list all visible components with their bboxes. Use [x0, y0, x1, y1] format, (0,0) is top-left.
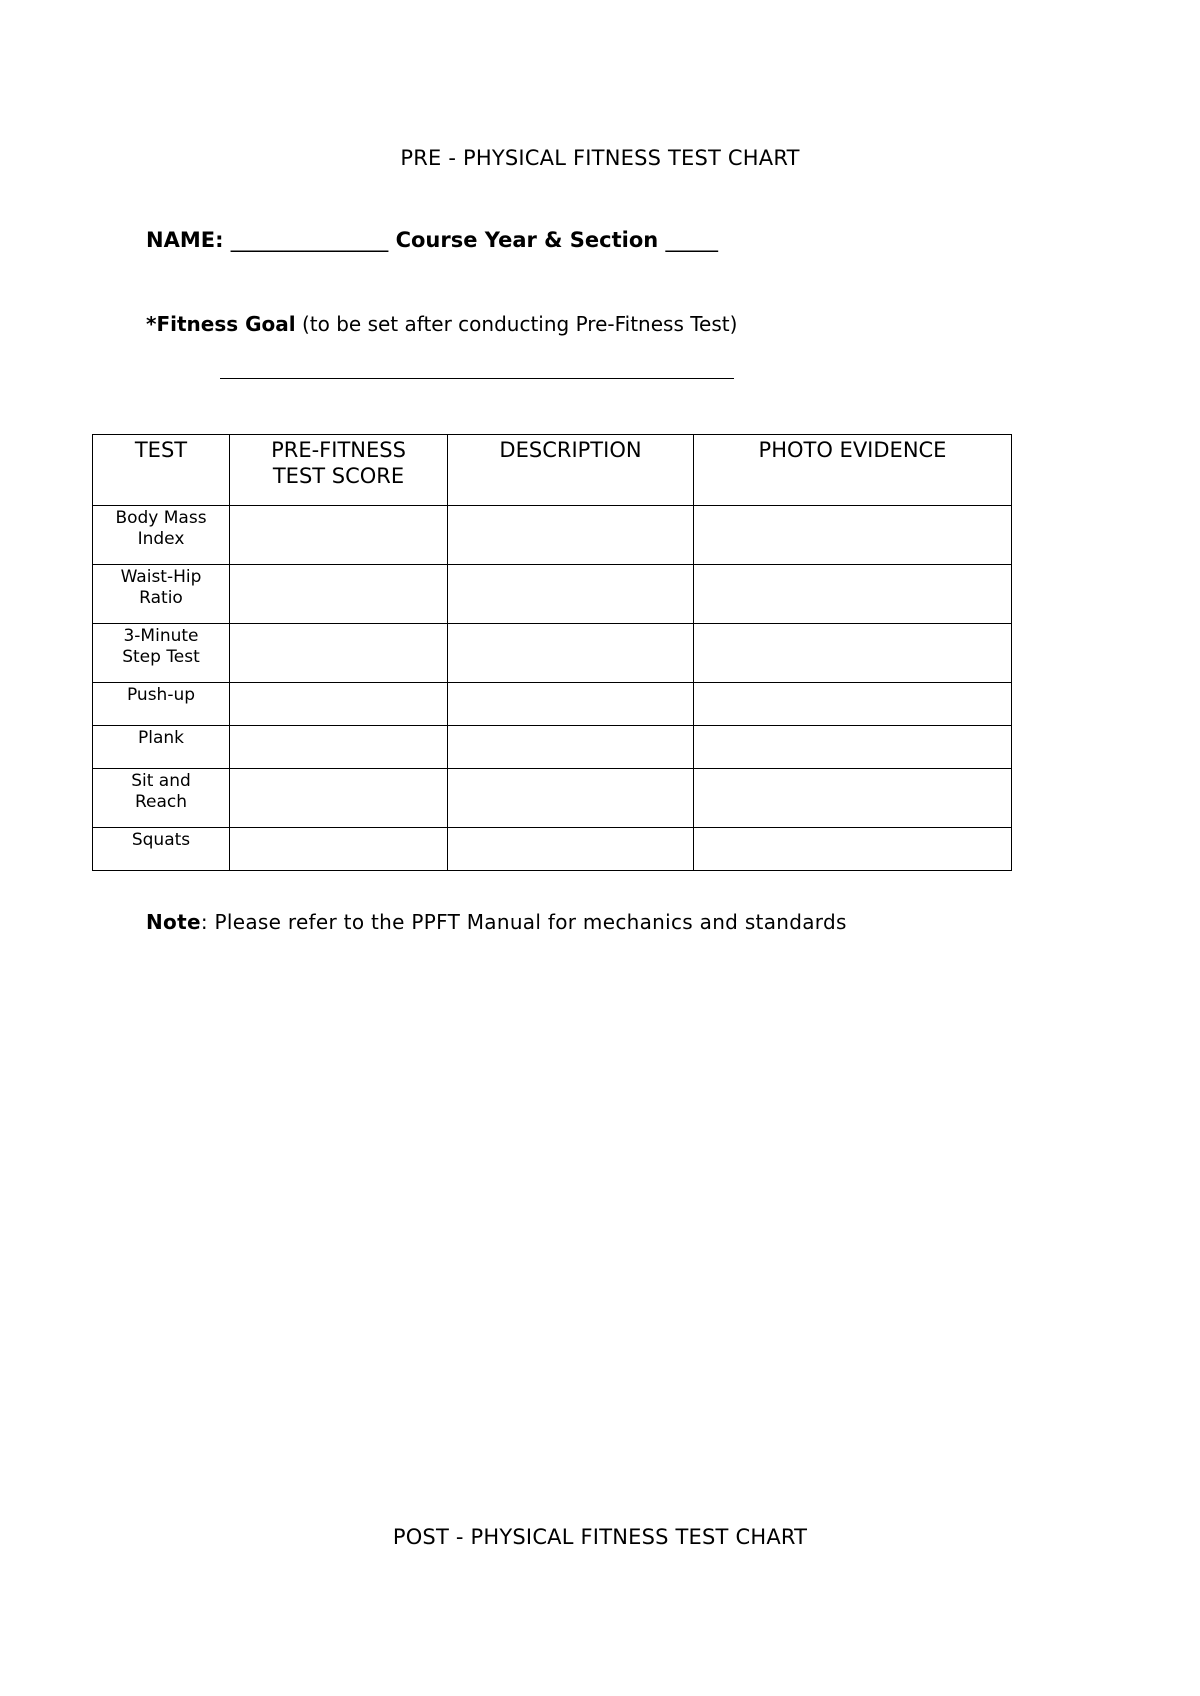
- score-cell[interactable]: [230, 683, 448, 726]
- photo-evidence-cell[interactable]: [694, 565, 1012, 624]
- name-course-line: [146, 228, 718, 252]
- table-row: [93, 624, 1012, 683]
- description-cell[interactable]: [448, 683, 694, 726]
- header-pre-fitness-score: PRE-FITNESS TEST SCORE: [230, 435, 448, 506]
- fitness-goal-blank[interactable]: [220, 378, 734, 379]
- fitness-goal-line: [146, 312, 737, 336]
- header-description: DESCRIPTION: [448, 435, 694, 506]
- test-name: Push-up: [93, 683, 230, 726]
- course-blank[interactable]: _____: [665, 228, 719, 252]
- table-row: [93, 683, 1012, 726]
- header-test: TEST: [93, 435, 230, 506]
- description-cell[interactable]: [448, 769, 694, 828]
- photo-evidence-cell[interactable]: [694, 828, 1012, 871]
- table-row: [93, 565, 1012, 624]
- description-cell[interactable]: [448, 565, 694, 624]
- note-label: Note: [146, 910, 201, 934]
- test-name: Body Mass Index: [93, 506, 230, 565]
- name-label: NAME:: [146, 228, 224, 252]
- score-cell[interactable]: [230, 624, 448, 683]
- test-name: 3-Minute Step Test: [93, 624, 230, 683]
- note-line: [146, 910, 847, 934]
- note-text: : Please refer to the PPFT Manual for mechanics and standards: [200, 910, 847, 934]
- description-cell[interactable]: [448, 828, 694, 871]
- page-title: PRE - PHYSICAL FITNESS TEST CHART: [400, 146, 800, 170]
- score-cell[interactable]: [230, 565, 448, 624]
- score-cell[interactable]: [230, 726, 448, 769]
- header-photo-evidence: PHOTO EVIDENCE: [694, 435, 1012, 506]
- photo-evidence-cell[interactable]: [694, 683, 1012, 726]
- photo-evidence-cell[interactable]: [694, 726, 1012, 769]
- test-name: Squats: [93, 828, 230, 871]
- score-cell[interactable]: [230, 828, 448, 871]
- table-header-row: [93, 435, 1012, 506]
- description-cell[interactable]: [448, 624, 694, 683]
- fitness-test-table: [92, 434, 1012, 871]
- fitness-goal-hint: (to be set after conducting Pre-Fitness Test): [301, 312, 738, 336]
- table-row: [93, 769, 1012, 828]
- test-name: Plank: [93, 726, 230, 769]
- score-cell[interactable]: [230, 506, 448, 565]
- table-row: [93, 726, 1012, 769]
- test-name: Sit and Reach: [93, 769, 230, 828]
- photo-evidence-cell[interactable]: [694, 624, 1012, 683]
- table-row: [93, 828, 1012, 871]
- course-label: Course Year & Section: [395, 228, 659, 252]
- post-test-title: POST - PHYSICAL FITNESS TEST CHART: [392, 1525, 808, 1549]
- description-cell[interactable]: [448, 506, 694, 565]
- score-cell[interactable]: [230, 769, 448, 828]
- test-name: Waist-Hip Ratio: [93, 565, 230, 624]
- name-blank[interactable]: _______________: [230, 228, 389, 252]
- fitness-goal-label: *Fitness Goal: [146, 312, 296, 336]
- photo-evidence-cell[interactable]: [694, 506, 1012, 565]
- photo-evidence-cell[interactable]: [694, 769, 1012, 828]
- table-row: [93, 506, 1012, 565]
- description-cell[interactable]: [448, 726, 694, 769]
